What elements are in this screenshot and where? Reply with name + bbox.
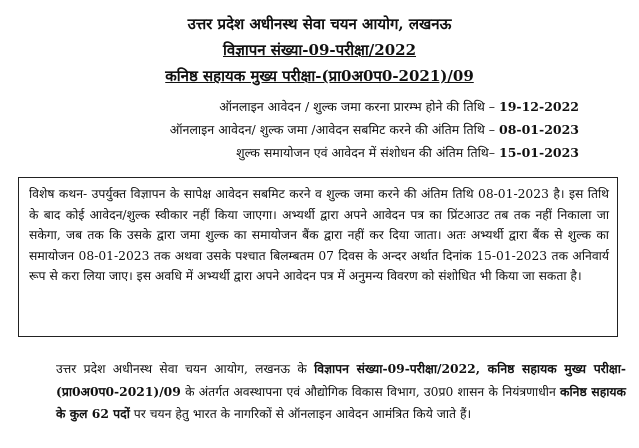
date-value: 08-01-2023 [499, 122, 579, 137]
body-paragraph [56, 358, 626, 426]
date-row-fee-adjustment-end [236, 144, 579, 161]
exam-title: कनिष्ठ सहायक मुख्य परीक्षा-(प्रा0अ0प0-2021)/09 [165, 67, 474, 85]
special-notice-box [18, 177, 618, 337]
special-notice-text: विशेष कथन- उपर्युक्त विज्ञापन के सापेक्ष आवेदन सबमिट करने व शुल्क जमा करने की अंतिम तिथि 08-01-2023 है। इस तिथि के बाद कोई आवेदन/शुल्क स्वीकार नहीं किया जाएगा। अभ्यर्थी द्वारा अपने आवेदन पत्र का प्रिंटआउट तब तक नहीं निकाला जा सकेगा, जब तक कि उसके द्वारा जमा शुल्क का समायोजन बैंक द्वारा नहीं कर दिया जाता। अतः अभ्यर्थी द्वारा बैंक से शुल्क का समायोजन 08-01-2023 तक अथवा उसके पश्चात बिलम्बतम 07 दिवस के अन्दर अर्थात दिनांक 15-01-2023 तक अनिवार्य रूप से करा लिया जाए। इस अवधि में अभ्यर्थी द्वारा अपने आवेदन पत्र में अनुमन्य विवरण को संशोधित भी किया जा सकता है। [29, 187, 609, 284]
exam-title-heading [0, 66, 639, 86]
body-text-part: पर चयन हेतु भारत के नागरिकों से ऑनलाइन आवेदन आमंत्रित किये जाते हैं। [129, 407, 472, 421]
date-value: 19-12-2022 [499, 99, 579, 114]
body-text [56, 358, 626, 426]
date-value: 15-01-2023 [499, 145, 579, 160]
organization-heading: उत्तर प्रदेश अधीनस्थ सेवा चयन आयोग, लखनऊ [187, 15, 452, 33]
body-text-part: उत्तर प्रदेश अधीनस्थ सेवा चयन आयोग, लखनऊ के [56, 362, 315, 376]
body-posts-count: कनिष्ठ सहायक के कुल 62 पदों [56, 383, 626, 421]
date-label: ऑनलाइन आवेदन / शुल्क जमा करना प्रारम्भ होने की तिथि – [219, 99, 496, 114]
date-label: ऑनलाइन आवेदन/ शुल्क जमा /आवेदन सबमिट करने की अंतिम तिथि – [169, 122, 496, 137]
date-label: शुल्क समायोजन एवं आवेदन में संशोधन की अंतिम तिथि– [236, 145, 496, 160]
date-row-application-end [170, 121, 579, 138]
body-advertisement-ref: विज्ञापन संख्या-09-परीक्षा/2022, कनिष्ठ सहायक मुख्य परीक्षा-(प्रा0अ0प0-2021)/09 [56, 361, 626, 399]
date-row-application-start [219, 98, 579, 115]
advertisement-heading [0, 40, 639, 60]
advertisement-number: विज्ञापन संख्या-09-परीक्षा/2022 [222, 41, 417, 59]
body-text-part: के अंतर्गत अवस्थापना एवं औद्योगिक विकास विभाग, उ0प्र0 शासन के नियंत्रणाधीन [180, 384, 561, 399]
